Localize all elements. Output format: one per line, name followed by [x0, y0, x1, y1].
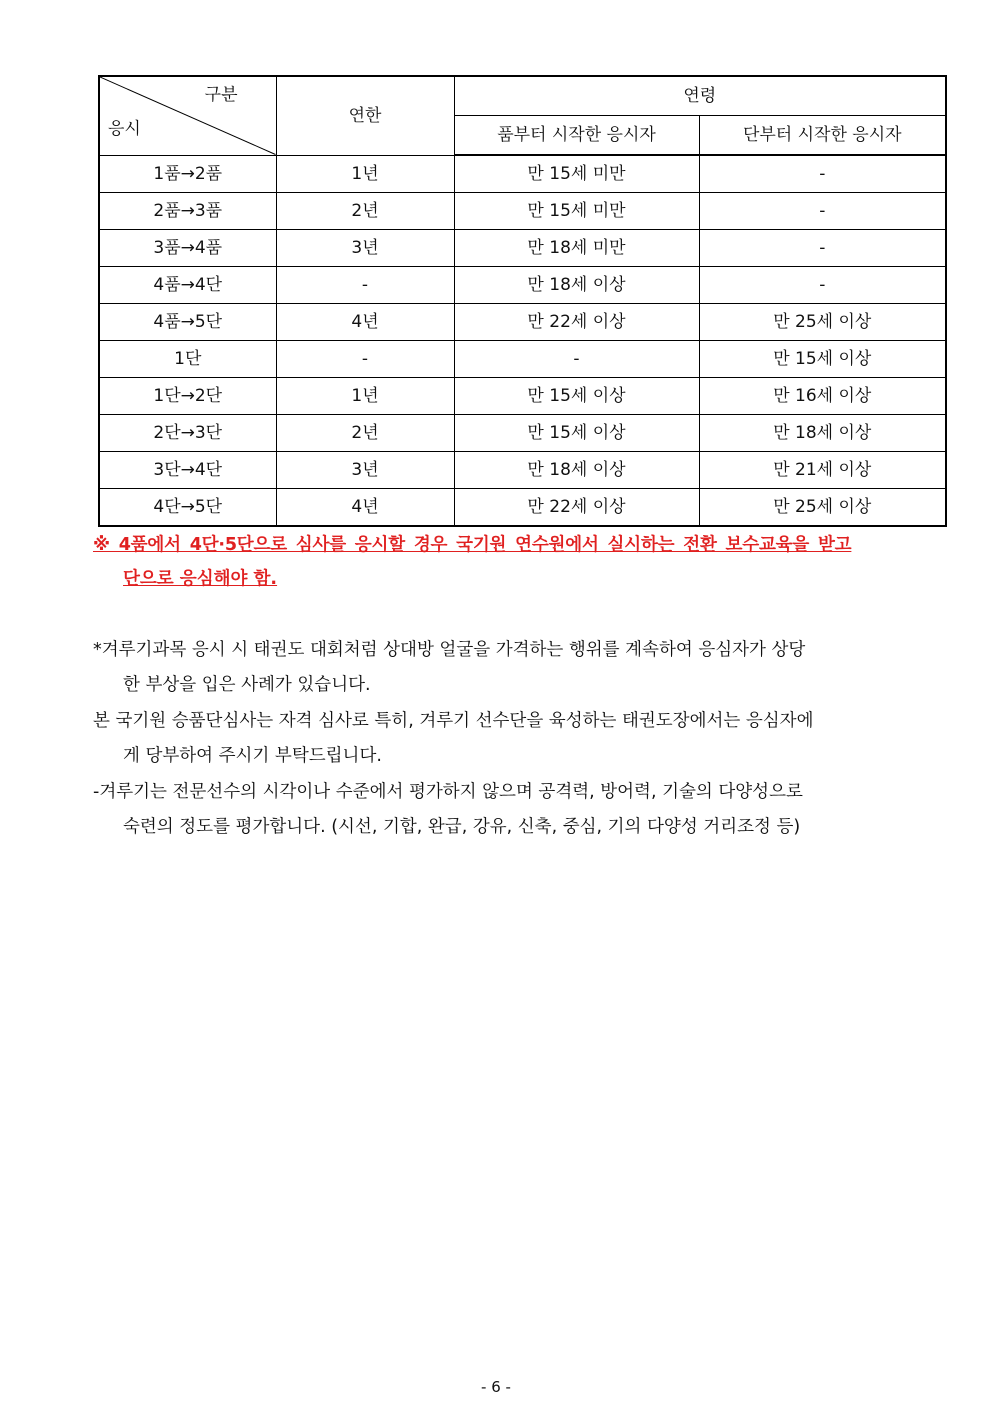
- cell-period: 4년: [276, 304, 454, 341]
- cell-pum: 만 15세 이상: [454, 415, 699, 452]
- cell-dan: 만 18세 이상: [699, 415, 946, 452]
- cell-exam: 1품→2품: [99, 155, 276, 193]
- cell-period: 2년: [276, 415, 454, 452]
- table-row: [99, 230, 946, 267]
- cell-exam: 1단→2단: [99, 378, 276, 415]
- cell-pum: 만 18세 이상: [454, 267, 699, 304]
- cell-dan: -: [699, 267, 946, 304]
- cell-pum: 만 15세 미만: [454, 155, 699, 193]
- cell-period: -: [276, 267, 454, 304]
- cell-dan: -: [699, 193, 946, 230]
- cell-exam: 2품→3품: [99, 193, 276, 230]
- cell-dan: -: [699, 230, 946, 267]
- cell-dan: -: [699, 155, 946, 193]
- cell-dan: 만 15세 이상: [699, 341, 946, 378]
- paragraph-3-cont: 숙련의 정도를 평가합니다. (시선, 기합, 완급, 강유, 신축, 중심, 기의 다양성 거리조정 등): [123, 817, 801, 837]
- cell-exam: 1단: [99, 341, 276, 378]
- cell-dan: 만 25세 이상: [699, 304, 946, 341]
- cell-pum: 만 18세 이상: [454, 452, 699, 489]
- cell-dan: 만 25세 이상: [699, 489, 946, 527]
- cell-period: -: [276, 341, 454, 378]
- header-diagonal-cell: [99, 76, 276, 155]
- header-from-dan: 단부터 시작한 응시자: [699, 116, 946, 156]
- table-row: [99, 267, 946, 304]
- table-row: [99, 341, 946, 378]
- table-row: [99, 155, 946, 193]
- header-from-pum: 품부터 시작한 응시자: [454, 116, 699, 156]
- cell-pum: 만 18세 미만: [454, 230, 699, 267]
- paragraph-2-cont: 게 당부하여 주시기 부탁드립니다.: [123, 746, 382, 766]
- page-number: - 6 -: [481, 1378, 511, 1396]
- paragraph-2: [93, 704, 898, 774]
- table-row: [99, 304, 946, 341]
- cell-pum: 만 22세 이상: [454, 489, 699, 527]
- notice-line-1: ※ 4품에서 4단·5단으로 심사를 응시할 경우 국기원 연수원에서 실시하는 전환 보수교육을 받고: [93, 535, 852, 555]
- paragraph-1-line: *겨루기과목 응시 시 태권도 대회처럼 상대방 얼굴을 가격하는 행위를 계속하여 응심자가 상당: [93, 640, 806, 660]
- cell-dan: 만 21세 이상: [699, 452, 946, 489]
- paragraph-3: [93, 775, 898, 845]
- cell-period: 1년: [276, 378, 454, 415]
- paragraph-3-line: -겨루기는 전문선수의 시각이나 수준에서 평가하지 않으며 공격력, 방어력, 기술의 다양성으로: [93, 782, 803, 802]
- paragraph-1: [93, 633, 898, 703]
- red-notice: [93, 528, 903, 596]
- paragraph-2-line: 본 국기원 승품단심사는 자격 심사로 특히, 겨루기 선수단을 육성하는 태권도장에서는 응심자에: [93, 711, 814, 731]
- cell-exam: 4품→5단: [99, 304, 276, 341]
- paragraph-1-cont: 한 부상을 입은 사례가 있습니다.: [123, 675, 371, 695]
- cell-exam: 3품→4품: [99, 230, 276, 267]
- header-category-label: 구분: [204, 85, 238, 105]
- cell-exam: 3단→4단: [99, 452, 276, 489]
- cell-exam: 4품→4단: [99, 267, 276, 304]
- header-period: 연한: [276, 76, 454, 155]
- cell-exam: 4단→5단: [99, 489, 276, 527]
- table-row: [99, 193, 946, 230]
- cell-dan: 만 16세 이상: [699, 378, 946, 415]
- cell-pum: 만 22세 이상: [454, 304, 699, 341]
- cell-period: 1년: [276, 155, 454, 193]
- header-exam-label: 응시: [108, 118, 141, 139]
- cell-pum: 만 15세 미만: [454, 193, 699, 230]
- header-age: 연령: [454, 76, 946, 116]
- table-row: [99, 378, 946, 415]
- grade-table-wrapper: [98, 75, 945, 527]
- cell-period: 2년: [276, 193, 454, 230]
- table-row: [99, 489, 946, 527]
- cell-pum: -: [454, 341, 699, 378]
- cell-period: 3년: [276, 452, 454, 489]
- cell-period: 4년: [276, 489, 454, 527]
- cell-pum: 만 15세 이상: [454, 378, 699, 415]
- cell-period: 3년: [276, 230, 454, 267]
- grade-requirements-table: [98, 75, 947, 527]
- notice-line-2: 단으로 응심해야 함.: [123, 569, 278, 589]
- table-row: [99, 452, 946, 489]
- cell-exam: 2단→3단: [99, 415, 276, 452]
- table-body: [99, 155, 946, 526]
- table-row: [99, 415, 946, 452]
